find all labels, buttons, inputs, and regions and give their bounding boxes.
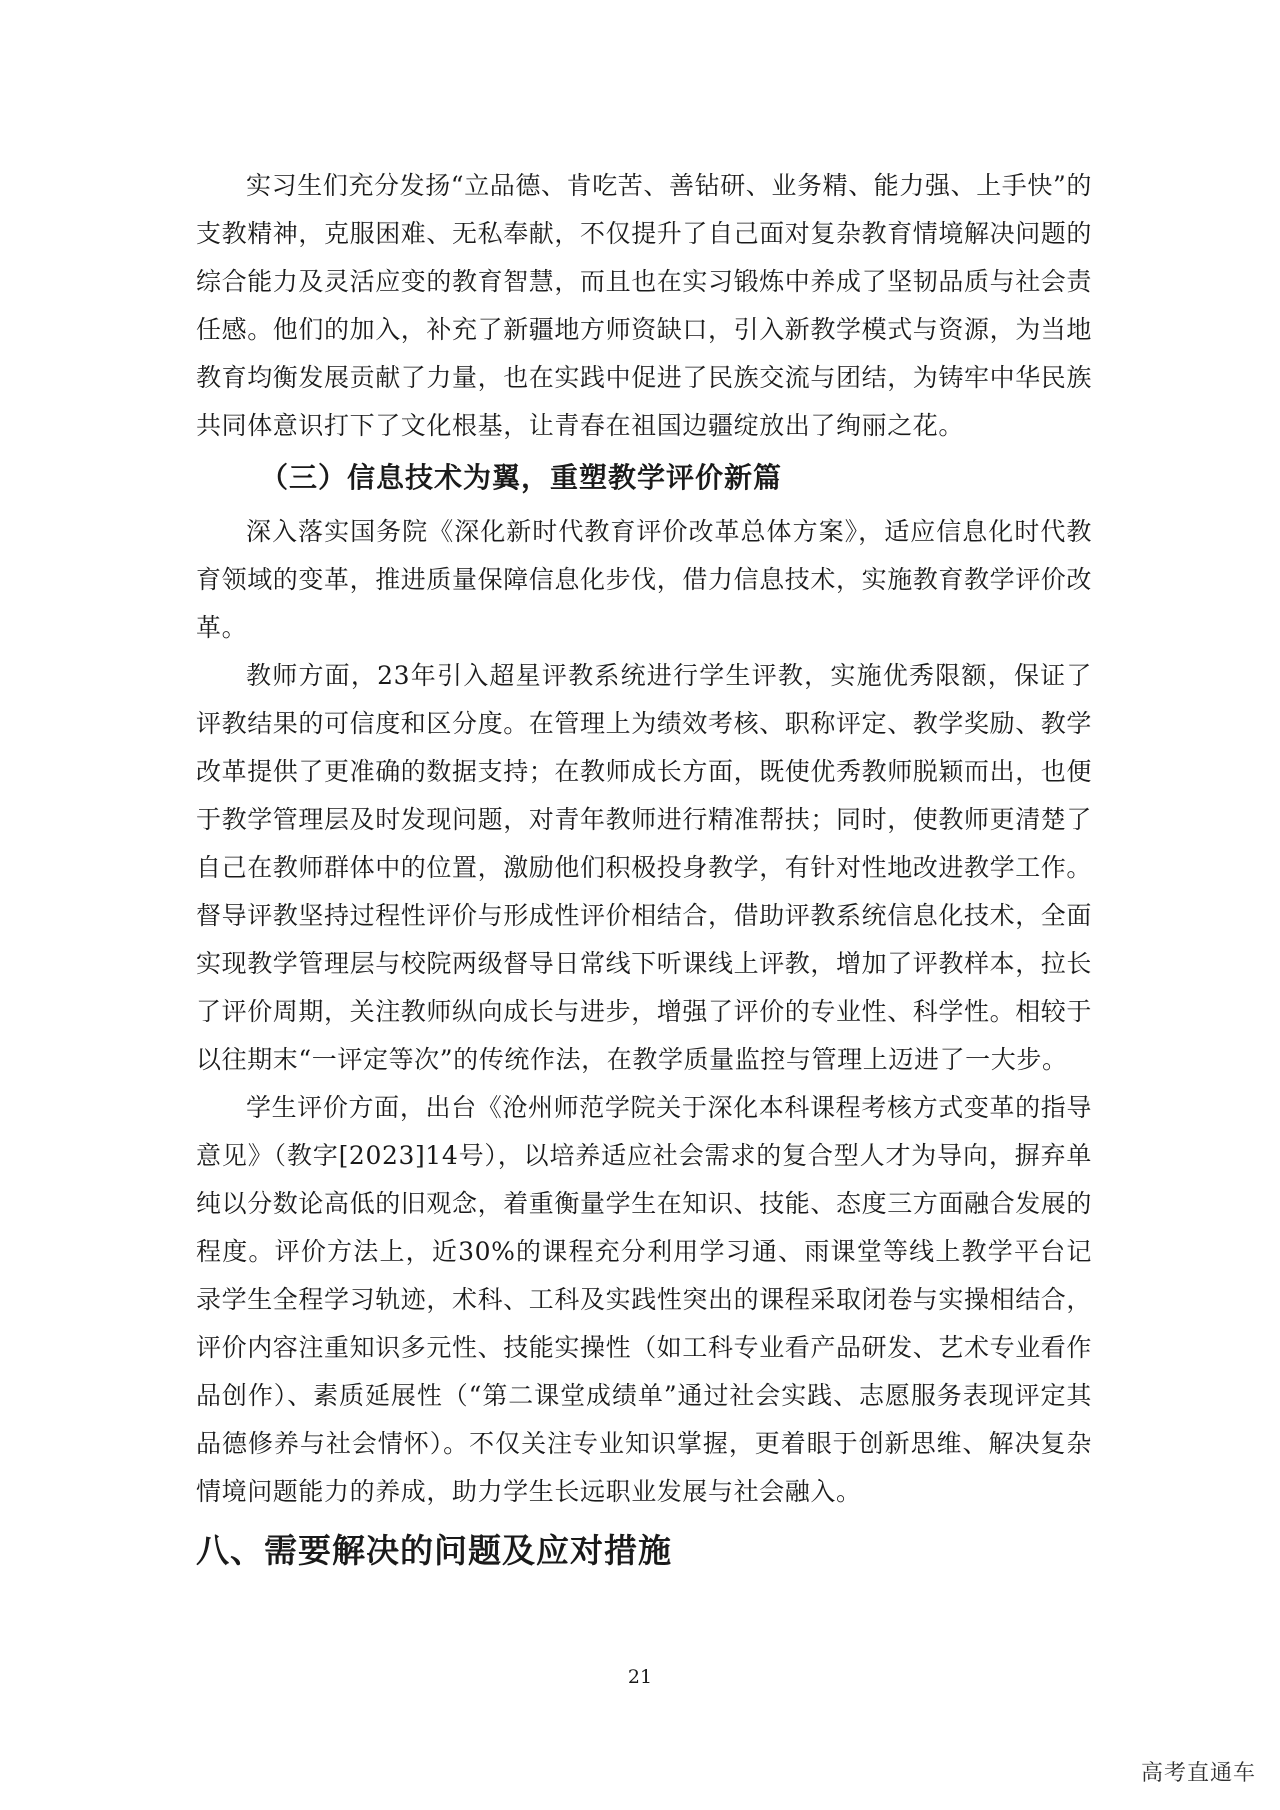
- paragraph-student-evaluation: 学生评价方面，出台《沧州师范学院关于深化本科课程考核方式变革的指导意见》（教字[2023]14号），以培养适应社会需求的复合型人才为导向，摒弃单纯以分数论高低的旧观念，着重衡量学生在知识、技能、态度三方面融合发展的程度。评价方法上，近30%的课程充分利用学习通、雨课堂等线上教学平台记录学生全程学习轨迹，术科、工科及实践性突出的课程采取闭卷与实操相结合，评价内容注重知识多元性、技能实操性（如工科专业看产品研发、艺术专业看作品创作）、素质延展性（“第二课堂成绩单”通过社会实践、志愿服务表现评定其品德修养与社会情怀）。不仅关注专业知识掌握，更着眼于创新思维、解决复杂情境问题能力的养成，助力学生长远职业发展与社会融入。: [196, 1093, 1093, 1506]
- watermark-label: 高考直通车: [1140, 1761, 1256, 1786]
- page-number: 21: [627, 1666, 653, 1688]
- subheading-info-tech-evaluation: （三）信息技术为翼，重塑教学评价新篇: [260, 461, 783, 494]
- page-body: [196, 162, 1092, 1576]
- paragraph-evaluation-reform: 深入落实国务院《深化新时代教育评价改革总体方案》，适应信息化时代教育领域的变革，推进质量保障信息化步伐，借力信息技术，实施教育教学评价改革。: [196, 517, 1093, 642]
- paragraph-internship-spirit: 实习生们充分发扬“立品德、肯吃苦、善钻研、业务精、能力强、上手快”的支教精神，克服困难、无私奉献，不仅提升了自己面对复杂教育情境解决问题的综合能力及灵活应变的教育智慧，而且也在实习锻炼中养成了坚韧品质与社会责任感。他们的加入，补充了新疆地方师资缺口，引入新教学模式与资源，为当地教育均衡发展贡献了力量，也在实践中促进了民族交流与团结，为铸牢中华民族共同体意识打下了文化根基，让青春在祖国边疆绽放出了绚丽之花。: [196, 171, 1093, 440]
- paragraph-teacher-evaluation: 教师方面，23年引入超星评教系统进行学生评教，实施优秀限额，保证了评教结果的可信度和区分度。在管理上为绩效考核、职称评定、教学奖励、教学改革提供了更准确的数据支持；在教师成长方面，既使优秀教师脱颖而出，也便于教学管理层及时发现问题，对青年教师进行精准帮扶；同时，使教师更清楚了自己在教师群体中的位置，激励他们积极投身教学，有针对性地改进教学工作。督导评教坚持过程性评价与形成性评价相结合，借助评教系统信息化技术，全面实现教学管理层与校院两级督导日常线下听课线上评教，增加了评教样本，拉长了评价周期，关注教师纵向成长与进步，增强了评价的专业性、科学性。相较于以往期末“一评定等次”的传统作法，在教学质量监控与管理上迈进了一大步。: [196, 661, 1093, 1074]
- section-heading-problems-measures: 八、需要解决的问题及应对措施: [196, 1531, 672, 1570]
